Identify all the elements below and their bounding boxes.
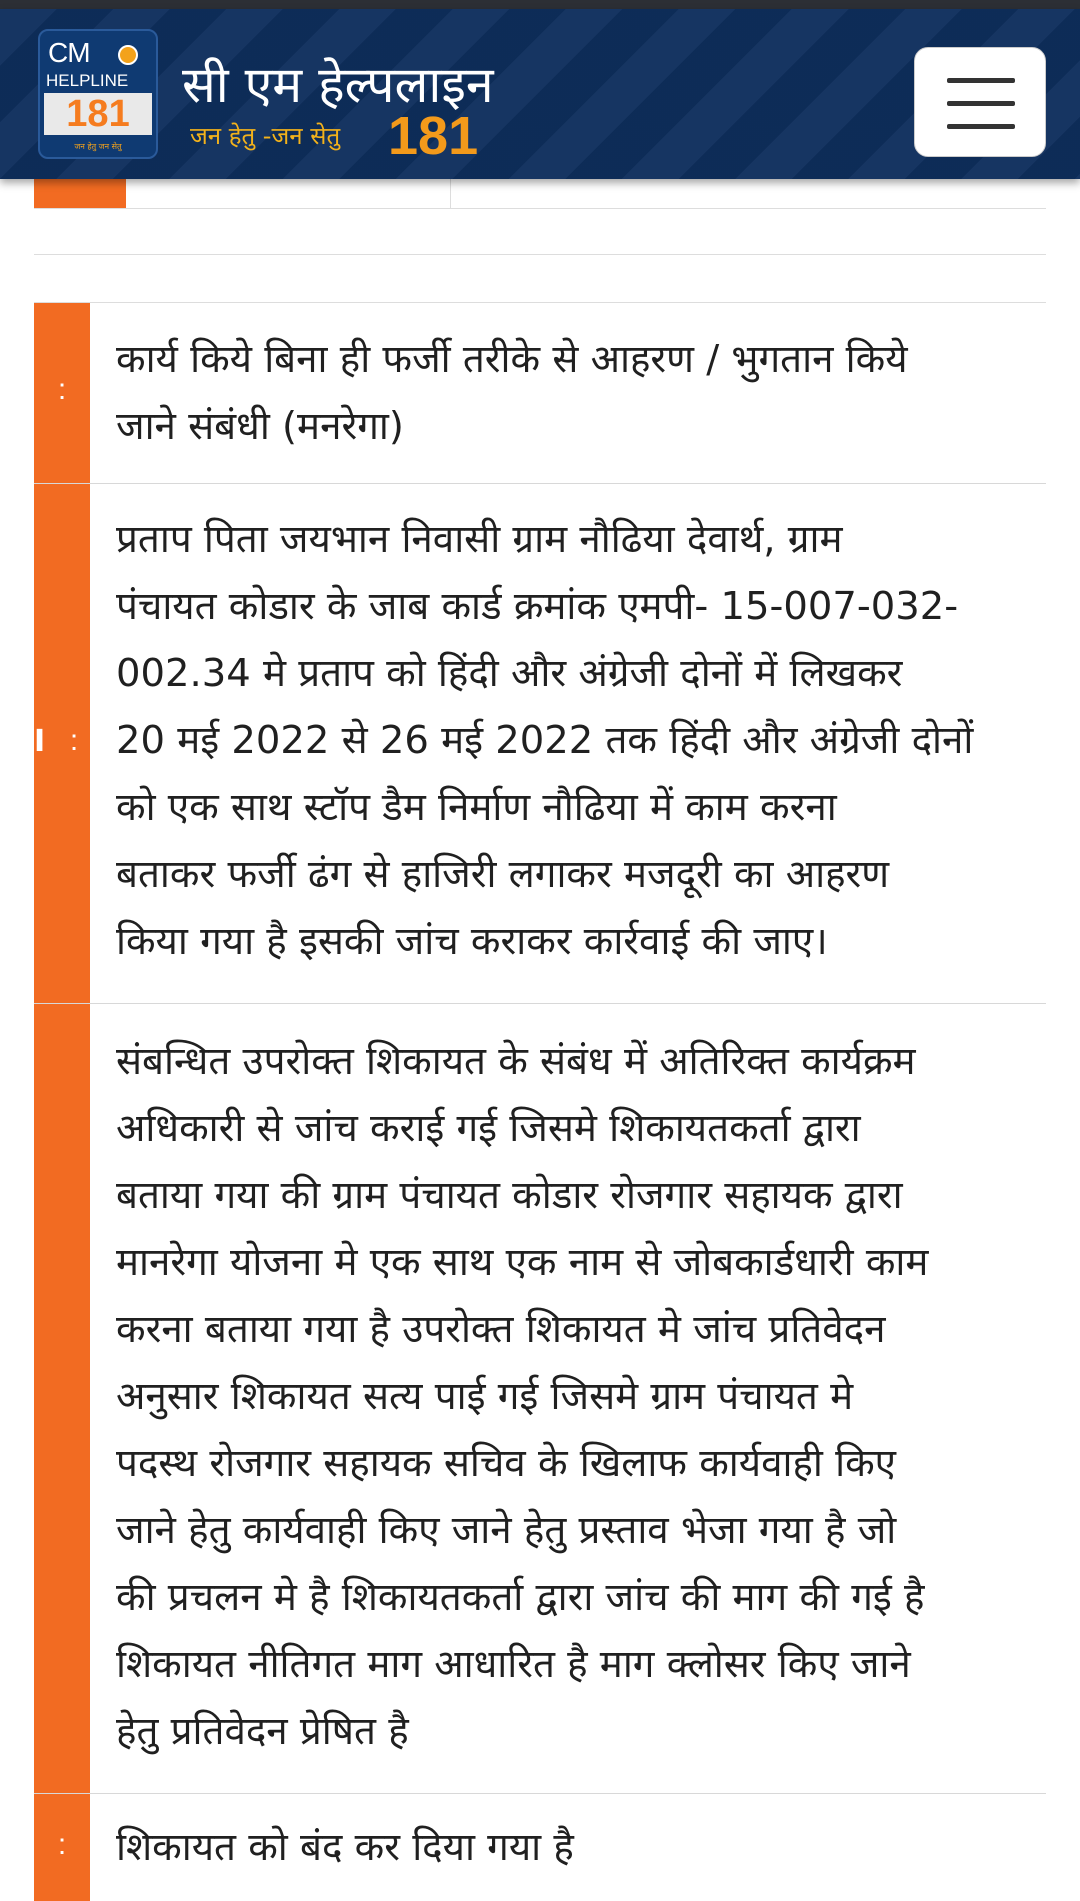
menu-bar-icon — [947, 78, 1015, 83]
logo-tagline: जन हेतु जन सेतु — [74, 142, 122, 151]
resolution-row — [34, 1004, 1046, 1794]
complaint-subject-text: कार्य किये बिना ही फर्जी तरीके से आहरण / भुगतान किये जाने संबंधी (मनरेगा) — [116, 337, 908, 449]
row-colon: : — [69, 724, 79, 757]
logo-emblem-icon — [118, 45, 138, 65]
row-label-cell — [34, 179, 126, 209]
logo-helpline-text: HELPLINE — [46, 71, 129, 90]
row-label-cut-text: I — [34, 724, 46, 759]
table-divider — [34, 208, 1046, 209]
menu-bar-icon — [947, 101, 1015, 106]
complaint-description-row — [34, 484, 1046, 1004]
hamburger-menu-button[interactable] — [914, 47, 1046, 157]
complaint-description-text: प्रताप पिता जयभान निवासी ग्राम नौढिया देवार्थ, ग्राम पंचायत कोडार के जाब कार्ड क्रमांक एमपी- 15-007-032- 002.34 मे प्रताप को हिंदी और अंग्रेजी दोनों में लिखकर 20 मई 2022 से 26 मई 2022 तक हिंदी और अंग्रेजी दोनों को एक साथ स्टॉप डैम निर्माण नौढिया में काम करना बताकर फर्जी ढंग से हाजिरी लगाकर मजदूरी का आहरण किया गया है इसकी जांच कराकर कार्रवाई की जाए। — [116, 517, 974, 964]
logo-cm-text: CM — [48, 37, 90, 68]
complaint-subject-row — [34, 303, 1046, 484]
previous-table-row — [34, 179, 1046, 209]
site-header — [0, 9, 1080, 179]
row-colon: : — [57, 1828, 67, 1861]
table-divider — [34, 254, 1046, 255]
cm-helpline-logo[interactable] — [38, 29, 158, 159]
status-row — [34, 1794, 1046, 1901]
row-label-cell — [34, 1004, 90, 1794]
resolution-text: संबन्धित उपरोक्त शिकायत के संबंध में अतिरिक्त कार्यक्रम अधिकारी से जांच कराई गई जिसमे शिकायतकर्ता द्वारा बताया गया की ग्राम पंचायत कोडार रोजगार सहायक द्वारा मानरेगा योजना मे एक साथ एक नाम से जोबकार्डधारी काम करना बताया गया है उपरोक्त शिकायत मे जांच प्रतिवेदन अनुसार शिकायत सत्य पाई गई जिसमे ग्राम पंचायत मे पदस्थ रोजगार सहायक सचिव के खिलाफ कार्यवाही किए जाने हेतु कार्यवाही किए जाने हेतु प्रस्ताव भेजा गया है जो की प्रचलन मे है शिकायतकर्ता द्वारा जांच की माग की गई है शिकायत नीतिगत माग आधारित है माग क्लोसर किए जाने हेतु प्रतिवेदन प्रेषित है — [116, 1039, 929, 1754]
site-title: सी एम हेल्पलाइन — [182, 56, 494, 114]
site-number: 181 — [388, 106, 479, 166]
status-text: शिकायत को बंद कर दिया गया है — [116, 1825, 574, 1870]
row-colon: : — [57, 373, 67, 406]
site-subtitle: जन हेतु -जन सेतु — [190, 122, 341, 150]
logo-number: 181 — [44, 93, 152, 135]
status-strip — [0, 0, 1080, 9]
cell-divider — [450, 179, 451, 209]
menu-bar-icon — [947, 124, 1015, 129]
